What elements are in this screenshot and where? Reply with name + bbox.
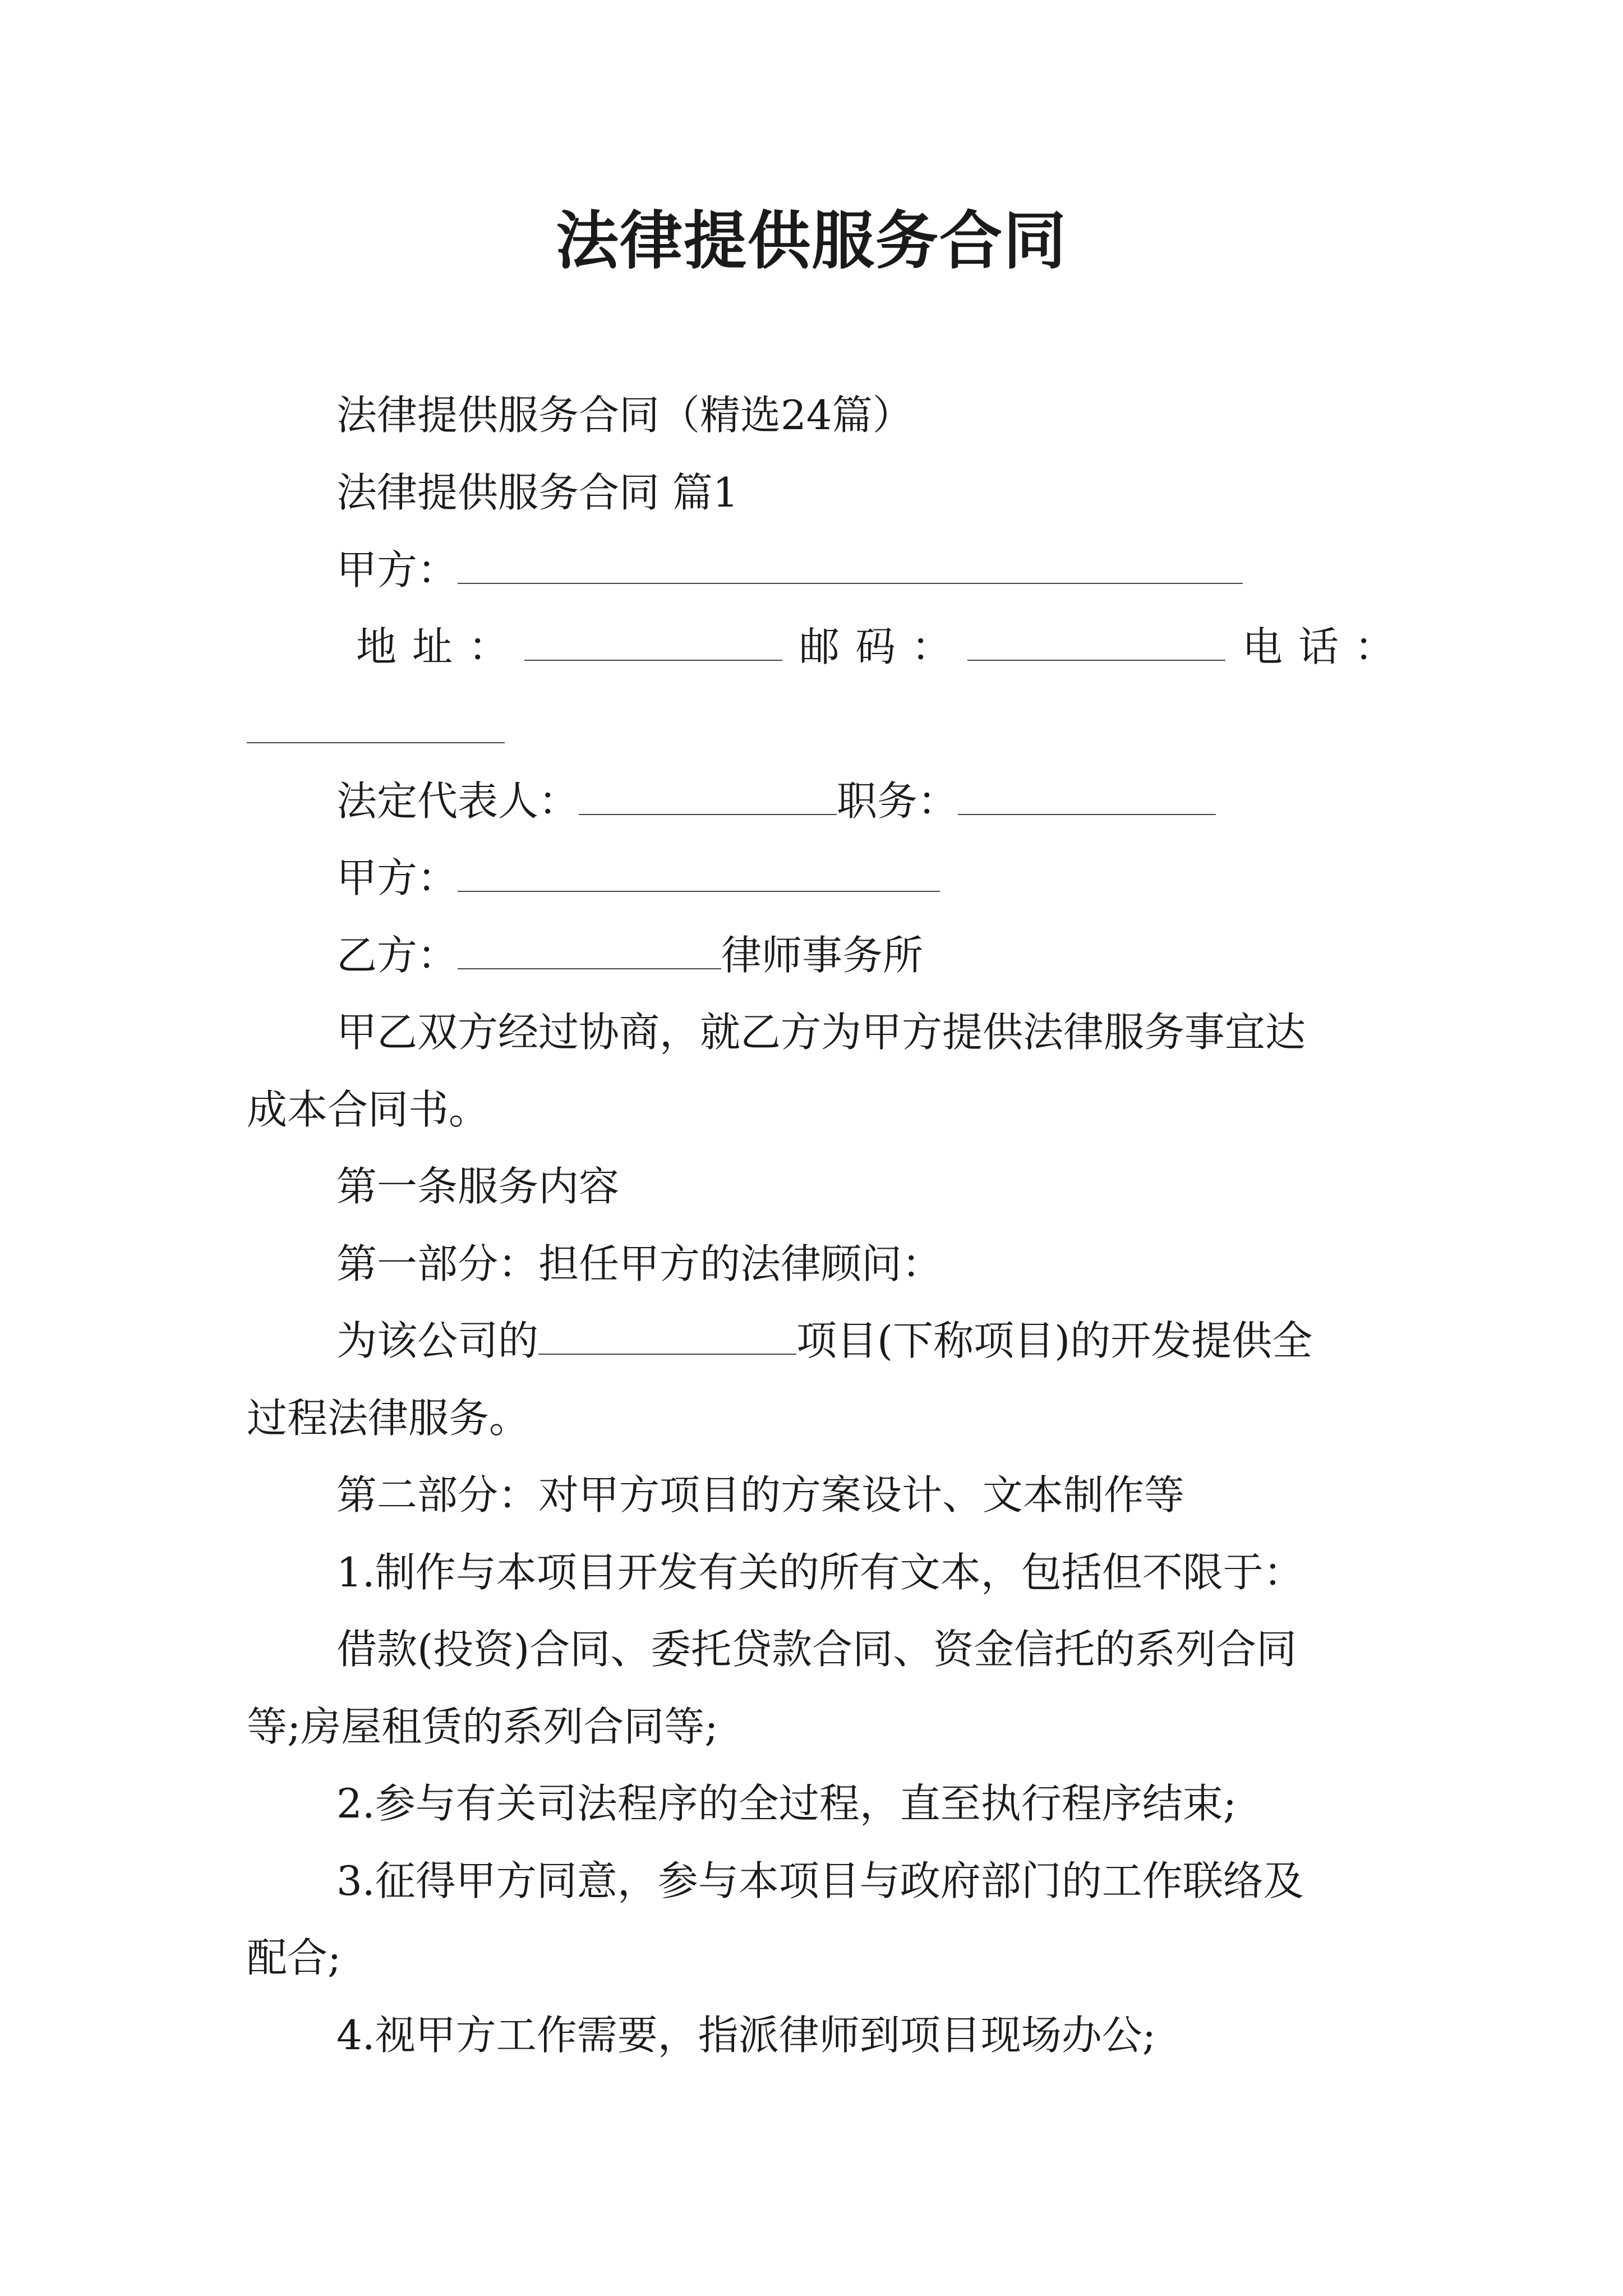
party-a-blank[interactable] [458, 548, 1243, 584]
document-title: 法律提供服务合同 [556, 204, 1067, 278]
postcode-label: 邮码： [799, 623, 968, 670]
position-label: 职务： [837, 777, 958, 825]
party-b-blank[interactable] [458, 933, 721, 969]
phone-blank[interactable] [247, 707, 505, 743]
item-3-line-1: 3.征得甲方同意，参与本项目与政府部门的工作联络及 [336, 1857, 1304, 1904]
article-1-heading: 第一条服务内容 [336, 1163, 620, 1210]
document-subtitle: 法律提供服务合同（精选24篇） [336, 392, 913, 439]
party-b-label: 乙方： [336, 932, 458, 979]
party-a-blank-2[interactable] [458, 856, 940, 892]
item-4: 4.视甲方工作需要，指派律师到项目现场办公; [336, 2012, 1156, 2059]
section-heading: 法律提供服务合同 篇1 [336, 469, 739, 516]
item-1-line-1: 1.制作与本项目开发有关的所有文本，包括但不限于： [336, 1549, 1304, 1596]
party-a-label-2: 甲方： [336, 854, 458, 901]
project-name-blank[interactable] [538, 1319, 796, 1355]
part-1-paragraph-line-2: 过程法律服务。 [247, 1395, 530, 1442]
party-a-row [336, 542, 1243, 598]
item-1-line-3: 等;房屋租赁的系列合同等; [247, 1703, 718, 1750]
address-label: 地址： [356, 623, 525, 670]
party-b-suffix: 律师事务所 [721, 932, 924, 979]
intro-line-1: 甲乙双方经过协商，就乙方为甲方提供法律服务事宜达 [336, 1009, 1306, 1056]
legal-rep-blank[interactable] [579, 779, 837, 815]
part-1-prefix: 为该公司的 [336, 1317, 539, 1364]
phone-label: 电话： [1242, 623, 1411, 670]
postcode-blank[interactable] [967, 625, 1225, 661]
phone-blank-row [247, 701, 505, 757]
legal-rep-label: 法定代表人： [336, 777, 579, 825]
item-1-line-2: 借款(投资)合同、委托贷款合同、资金信托的系列合同 [336, 1626, 1297, 1673]
part-1-heading: 第一部分：担任甲方的法律顾问： [336, 1240, 943, 1287]
party-b-row [336, 927, 923, 983]
part-1-suffix: 项目(下称项目)的开发提供全 [796, 1317, 1313, 1364]
contact-row [356, 619, 1410, 675]
item-3-line-2: 配合; [247, 1934, 342, 1981]
intro-line-2: 成本合同书。 [247, 1086, 490, 1133]
address-blank[interactable] [524, 625, 782, 661]
legal-rep-row [336, 773, 1216, 829]
position-blank[interactable] [958, 779, 1216, 815]
part-1-paragraph-line-1 [336, 1313, 1312, 1369]
party-a-row-2 [336, 850, 940, 906]
item-2: 2.参与有关司法程序的全过程，直至执行程序结束; [336, 1780, 1237, 1827]
part-2-heading: 第二部分：对甲方项目的方案设计、文本制作等 [336, 1471, 1185, 1519]
party-a-label: 甲方： [336, 546, 458, 593]
